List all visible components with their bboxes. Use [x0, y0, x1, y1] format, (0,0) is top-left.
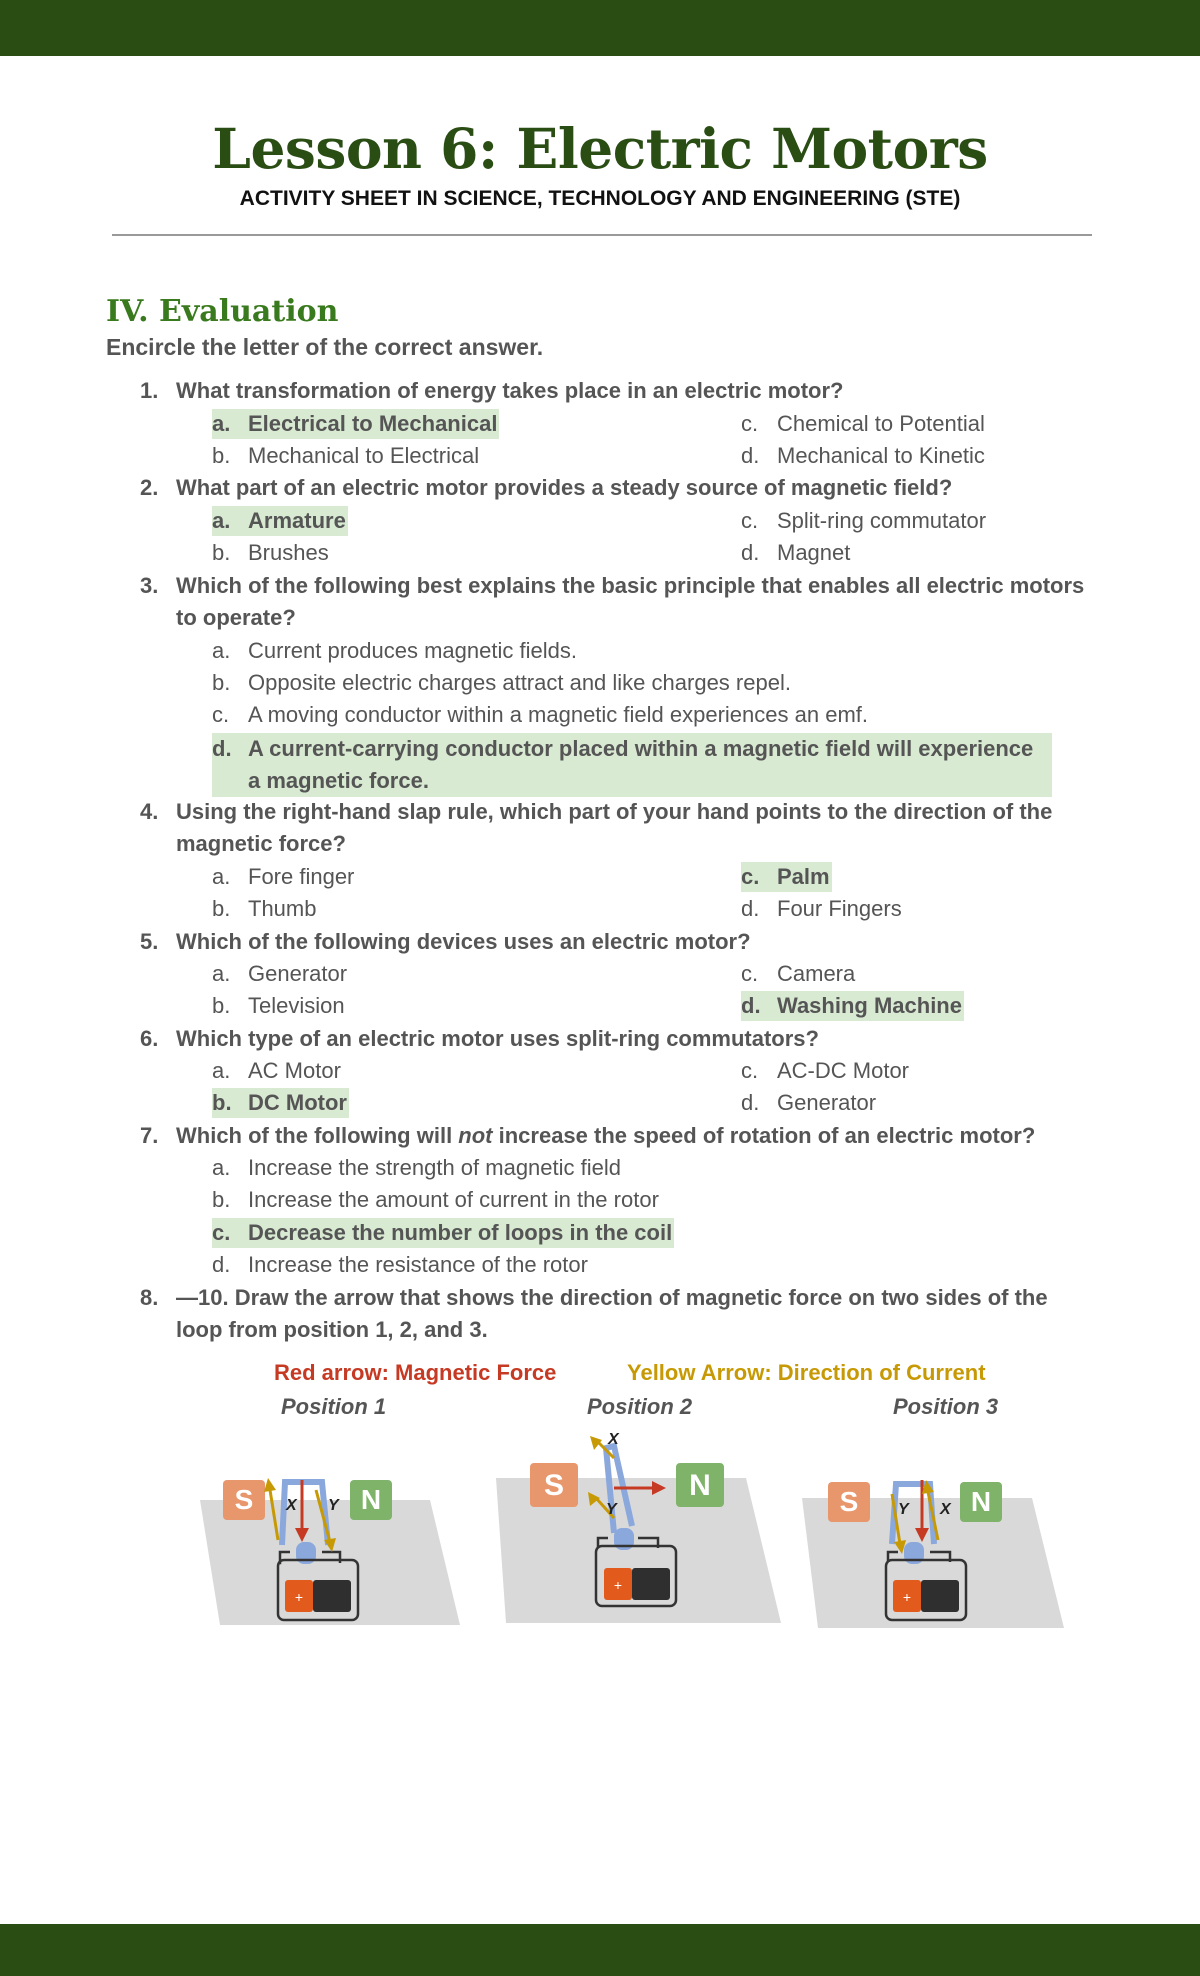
option-letter: a. — [212, 1155, 231, 1180]
option-letter: c. — [741, 864, 760, 889]
option-letter: a. — [212, 961, 231, 986]
option-text: Palm — [777, 864, 830, 889]
option-text: Increase the amount of current in the rotor — [248, 1187, 659, 1212]
option-text: Armature — [248, 508, 346, 533]
battery-plus-label: + — [294, 1589, 304, 1605]
title-divider — [112, 234, 1092, 236]
option-letter: a. — [212, 864, 231, 889]
option-4a[interactable] — [212, 862, 354, 892]
option-text: Brushes — [248, 540, 329, 565]
option-letter: b. — [212, 993, 231, 1018]
question-text-part: increase the speed of rotation of an electric motor? — [492, 1123, 1036, 1148]
battery-plus-label: + — [902, 1589, 912, 1605]
option-3c[interactable] — [212, 700, 868, 730]
battery-negative — [313, 1580, 351, 1612]
magnet-north-label: N — [689, 1469, 711, 1502]
option-text: A moving conductor within a magnetic field experiences an emf. — [248, 702, 868, 727]
question-7 — [140, 1120, 1090, 1152]
option-text: Generator — [248, 961, 348, 986]
option-text: Camera — [777, 961, 856, 986]
question-6 — [140, 1023, 1090, 1055]
magnet-south-label: S — [543, 1469, 565, 1502]
option-3a[interactable] — [212, 636, 577, 666]
option-text: Generator — [777, 1090, 877, 1115]
option-text: Television — [248, 993, 345, 1018]
option-letter: c. — [741, 961, 759, 986]
legend-current-direction: Yellow Arrow: Direction of Current — [627, 1360, 986, 1385]
option-letter: b. — [212, 1187, 231, 1212]
option-7c[interactable] — [212, 1218, 674, 1248]
position-1-label: Position 1 — [281, 1394, 387, 1419]
option-text: Current produces magnetic fields. — [248, 638, 577, 663]
question-text-part: Which of the following will — [176, 1123, 459, 1148]
question-number: 3. — [140, 573, 159, 598]
option-3d[interactable] — [212, 733, 1052, 797]
option-letter: d. — [212, 1252, 231, 1277]
option-7b[interactable] — [212, 1185, 659, 1215]
question-text: Which type of an electric motor uses split-ring commutators? — [176, 1026, 819, 1051]
option-letter: b. — [212, 670, 231, 695]
option-7d[interactable] — [212, 1250, 588, 1280]
magnet-north-label: N — [360, 1484, 382, 1515]
question-number: 1. — [140, 378, 159, 403]
option-letter: d. — [741, 993, 761, 1018]
legend-magnetic-force: Red arrow: Magnetic Force — [274, 1360, 557, 1385]
question-number: 2. — [140, 475, 159, 500]
page-title: Lesson 6: Electric Motors — [212, 116, 988, 181]
option-5d[interactable] — [741, 991, 964, 1021]
question-number: 4. — [140, 799, 159, 824]
option-text: A current-carrying conductor placed within a magnetic field will experience a magnetic force. — [248, 736, 1034, 793]
question-8 — [140, 1282, 1090, 1346]
option-letter: a. — [212, 411, 231, 436]
option-text: DC Motor — [248, 1090, 347, 1115]
top-banner — [0, 0, 1200, 56]
current-arrowhead-left — [264, 1478, 276, 1492]
magnet-south-label: S — [839, 1486, 859, 1517]
question-text — [176, 1120, 1090, 1152]
option-4c[interactable] — [741, 862, 832, 892]
option-1b[interactable] — [212, 441, 479, 471]
position-2-label: Position 2 — [587, 1394, 693, 1419]
question-number: 8. — [140, 1285, 159, 1310]
side-x-label: X — [940, 1501, 951, 1518]
question-3 — [140, 570, 1090, 634]
option-letter: b. — [212, 443, 231, 468]
magnet-south-label: S — [234, 1484, 254, 1515]
side-y-label: Y — [328, 1497, 339, 1514]
option-1d[interactable] — [741, 441, 985, 471]
option-5c[interactable] — [741, 959, 855, 989]
question-1 — [140, 375, 1090, 407]
bottom-banner — [0, 1924, 1200, 1976]
option-text: Four Fingers — [777, 896, 902, 921]
question-text: Using the right-hand slap rule, which part of your hand points to the direction of the magnetic force? — [176, 799, 1053, 856]
question-text: What part of an electric motor provides a steady source of magnetic field? — [176, 475, 953, 500]
option-text: Increase the resistance of the rotor — [248, 1252, 588, 1277]
option-1c[interactable] — [741, 409, 985, 439]
option-letter: a. — [212, 638, 231, 663]
option-letter: b. — [212, 896, 231, 921]
battery-negative — [632, 1568, 670, 1600]
page-subtitle: ACTIVITY SHEET IN SCIENCE, TECHNOLOGY AND ENGINEERING (STE) — [239, 187, 961, 210]
instructions: Encircle the letter of the correct answer. — [106, 334, 544, 360]
option-letter: c. — [212, 1220, 231, 1245]
option-text: Magnet — [777, 540, 851, 565]
motor-diagram-position-1 — [190, 1430, 470, 1630]
option-text: Washing Machine — [777, 993, 962, 1018]
option-letter: c. — [212, 702, 230, 727]
question-text: What transformation of energy takes place in an electric motor? — [176, 378, 844, 403]
side-y-label: Y — [898, 1501, 909, 1518]
position-3-label: Position 3 — [893, 1394, 999, 1419]
question-number: 7. — [140, 1123, 159, 1148]
question-number: 5. — [140, 929, 159, 954]
option-5b[interactable] — [212, 991, 345, 1021]
question-2 — [140, 472, 1090, 504]
section-title: IV. Evaluation — [106, 294, 339, 329]
option-text: Mechanical to Kinetic — [777, 443, 985, 468]
question-text: Which of the following devices uses an electric motor? — [176, 929, 751, 954]
option-text: Increase the strength of magnetic field — [248, 1155, 621, 1180]
option-5a[interactable] — [212, 959, 347, 989]
option-letter: b. — [212, 540, 231, 565]
option-6a[interactable] — [212, 1056, 341, 1086]
option-6d[interactable] — [741, 1088, 876, 1118]
side-x-label: X — [608, 1431, 619, 1448]
option-2d[interactable] — [741, 538, 850, 568]
option-text: Chemical to Potential — [777, 411, 985, 436]
option-3b[interactable] — [212, 668, 791, 698]
magnet-north-label: N — [970, 1486, 992, 1517]
question-number: 6. — [140, 1026, 159, 1051]
option-letter: a. — [212, 508, 231, 533]
option-letter: c. — [741, 411, 759, 436]
option-4b[interactable] — [212, 894, 316, 924]
option-text: Decrease the number of loops in the coil — [248, 1220, 673, 1245]
option-letter: d. — [741, 443, 760, 468]
option-text: Opposite electric charges attract and like charges repel. — [248, 670, 791, 695]
option-2b[interactable] — [212, 538, 329, 568]
question-5 — [140, 926, 1090, 958]
option-2a[interactable] — [212, 506, 348, 536]
option-text: Fore finger — [248, 864, 355, 889]
question-4 — [140, 796, 1090, 860]
option-6c[interactable] — [741, 1056, 909, 1086]
option-text: Mechanical to Electrical — [248, 443, 480, 468]
option-text: Thumb — [248, 896, 317, 921]
option-text: Electrical to Mechanical — [248, 411, 498, 436]
option-text: Split-ring commutator — [777, 508, 987, 533]
option-text: AC-DC Motor — [777, 1058, 910, 1083]
question-emphasis: not — [458, 1123, 493, 1148]
motor-diagram-position-3 — [792, 1432, 1072, 1632]
option-text: AC Motor — [248, 1058, 341, 1083]
question-text: —10. Draw the arrow that shows the direction of magnetic force on two sides of the loop from position 1, 2, and 3. — [176, 1285, 1048, 1342]
option-letter: c. — [741, 508, 759, 533]
option-4d[interactable] — [741, 894, 902, 924]
option-letter: c. — [741, 1058, 759, 1083]
battery-negative — [921, 1580, 959, 1612]
option-letter: d. — [741, 896, 760, 921]
option-letter: d. — [212, 736, 232, 761]
side-x-label: X — [286, 1497, 297, 1514]
question-text: Which of the following best explains the basic principle that enables all electric motors to operate? — [176, 573, 1085, 630]
option-6b[interactable] — [212, 1088, 349, 1118]
battery-plus-label: + — [613, 1577, 623, 1593]
option-2c[interactable] — [741, 506, 986, 536]
side-y-label: Y — [606, 1501, 617, 1518]
option-letter: d. — [741, 1090, 760, 1115]
motor-diagram-position-2 — [486, 1428, 786, 1628]
option-letter: b. — [212, 1090, 232, 1115]
option-1a[interactable] — [212, 409, 499, 439]
option-letter: d. — [741, 540, 760, 565]
option-7a[interactable] — [212, 1153, 621, 1183]
option-letter: a. — [212, 1058, 231, 1083]
